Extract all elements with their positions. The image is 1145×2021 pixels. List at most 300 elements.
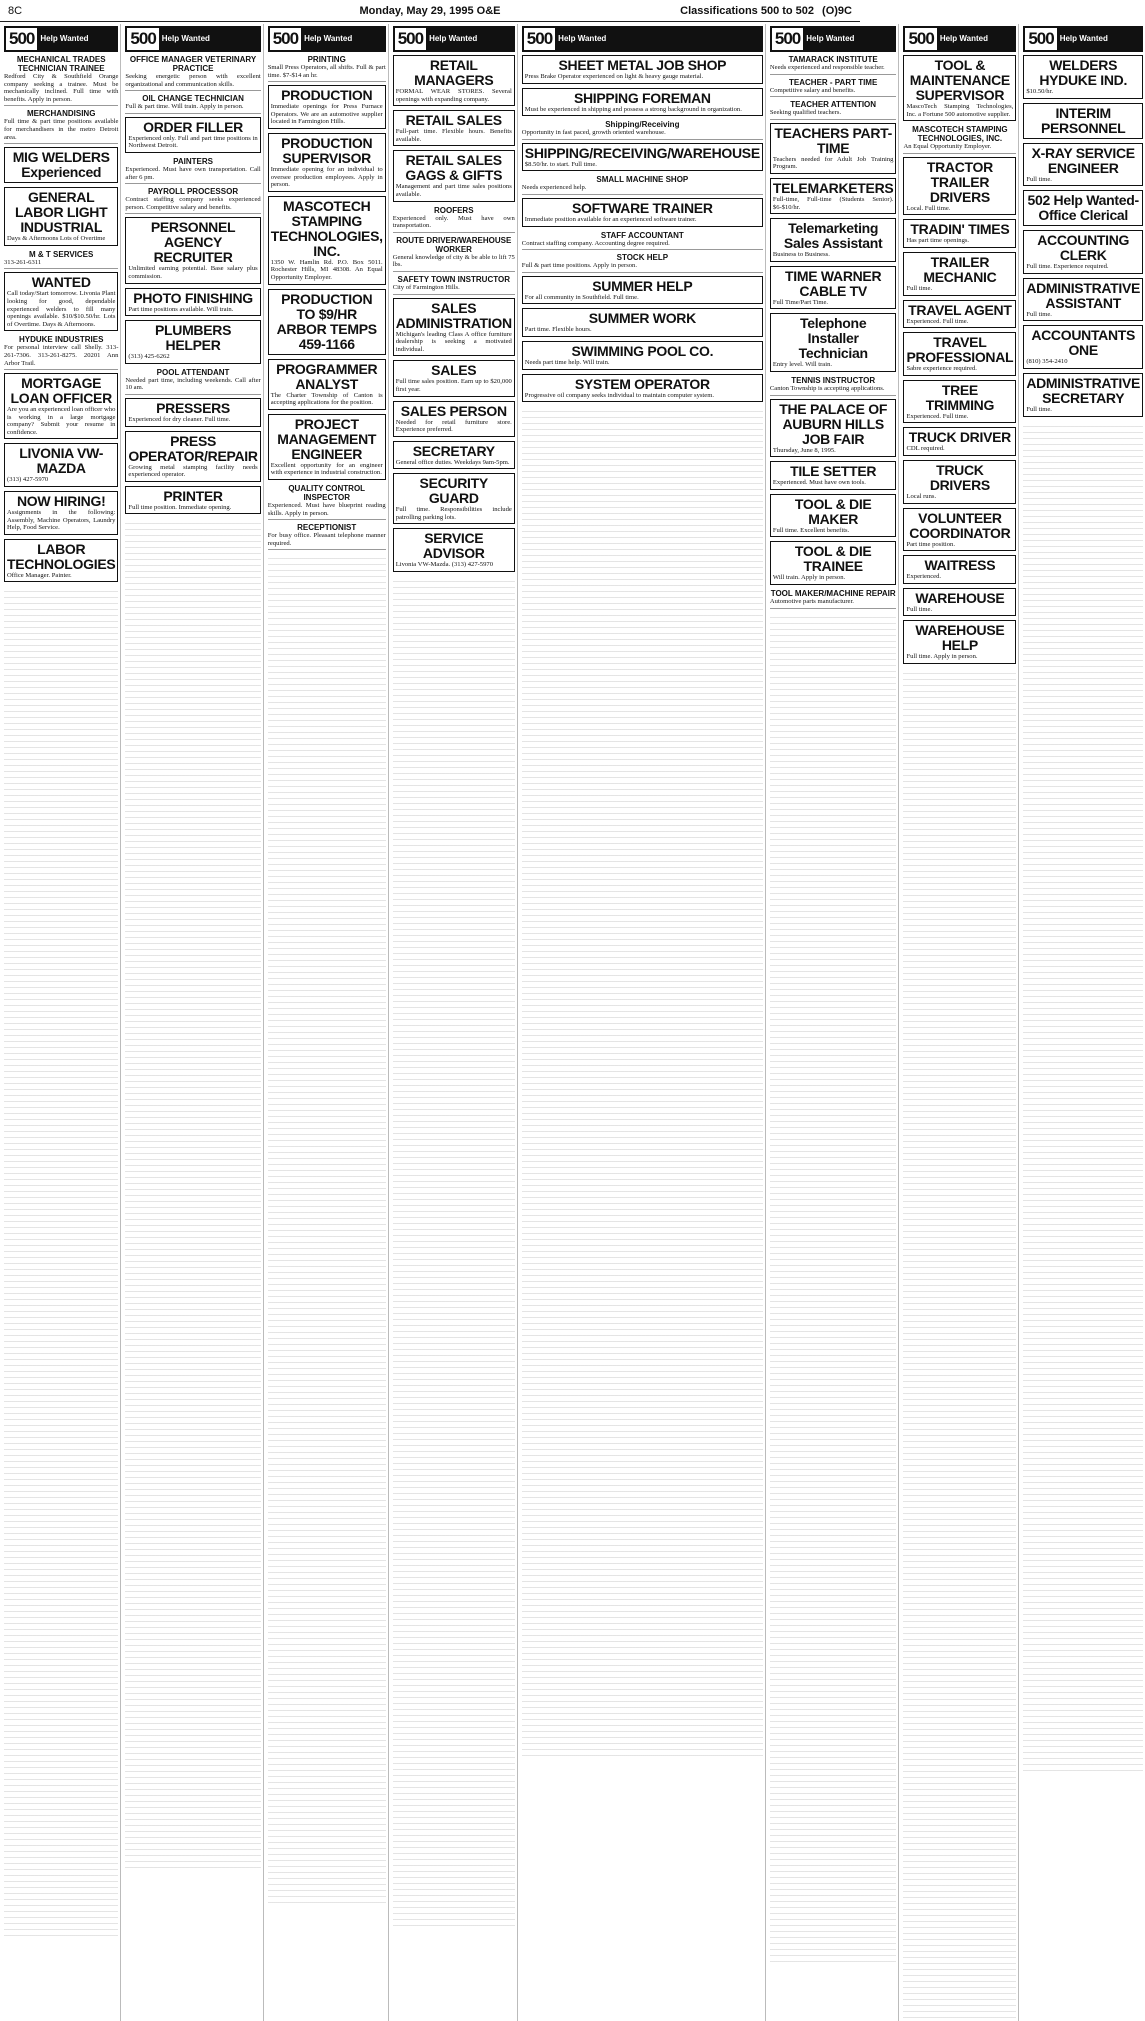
- ad-title: SALES ADMINISTRATION: [395, 299, 512, 331]
- classified-column: [123, 24, 263, 2021]
- ad-body: For personal interview call Shelly. 313-261-7306. 313-261-8275. 20201 Ann Arbor Trail.: [4, 344, 119, 367]
- classified-ad: [770, 461, 897, 490]
- ad-title: SUMMER HELP: [592, 277, 693, 294]
- ad-title: SHIPPING FOREMAN: [573, 89, 711, 106]
- ad-body: Experienced. Must have own tools.: [772, 479, 866, 487]
- classified-ad: [125, 157, 260, 184]
- ad-title: NOW HIRING!: [16, 493, 106, 510]
- classified-ad: [125, 55, 260, 91]
- ad-body: Full time.: [1026, 175, 1052, 183]
- classified-ad: [4, 147, 118, 183]
- classified-column: [768, 24, 900, 2021]
- ad-title: WAREHOUSE HELP: [915, 622, 1005, 654]
- classified-ad: [903, 555, 1016, 584]
- ad-title: SHIPPING/RECEIVING/WAREHOUSE: [524, 144, 760, 161]
- fine-print-text: [268, 553, 386, 1906]
- ad-title: TOOL MAKER/MACHINE REPAIR: [770, 588, 896, 598]
- ad-body: Local. Full time.: [906, 204, 951, 212]
- ad-title: SOFTWARE TRAINER: [572, 199, 713, 216]
- ad-body: Immediate position available for an experienced software trainer.: [524, 215, 697, 223]
- ad-title: PRODUCTION TO $9/HR ARBOR TEMPS 459-1166: [276, 290, 377, 352]
- classified-ad: [393, 360, 515, 396]
- classified-column: [520, 24, 766, 2021]
- classified-ad: [770, 541, 897, 585]
- ad-title: SALES: [431, 362, 477, 379]
- ad-title: SERVICE ADVISOR: [422, 530, 485, 562]
- classified-ad: [522, 55, 763, 84]
- ad-title: TRADIN' TIMES: [910, 221, 1010, 238]
- section-header: [268, 26, 386, 52]
- ad-title: ADMINISTRATIVE SECRETARY: [1026, 374, 1141, 406]
- ad-title: OIL CHANGE TECHNICIAN: [142, 94, 244, 104]
- classified-ad: [1023, 103, 1143, 139]
- ad-title: WAREHOUSE: [915, 589, 1005, 606]
- ad-title: TRACTOR TRAILER DRIVERS: [926, 158, 993, 205]
- fine-print-text: [522, 406, 763, 1759]
- ad-title: SMALL MACHINE SHOP: [596, 175, 689, 185]
- classified-ad: [4, 250, 118, 270]
- ad-body: Competitive salary and benefits.: [769, 86, 856, 94]
- section-header: [125, 26, 260, 52]
- ad-title: TOOL & MAINTENANCE SUPERVISOR: [909, 57, 1010, 103]
- ad-title: TOOL & DIE MAKER: [794, 495, 872, 527]
- fine-print-text: [393, 576, 515, 1929]
- ad-body: Management and part time sales positions available.: [395, 183, 512, 198]
- section-header: [393, 26, 515, 52]
- ad-title: PRINTER: [163, 487, 223, 504]
- ad-body: (810) 354-2410: [1026, 358, 1068, 366]
- classified-ad: [903, 588, 1016, 617]
- fine-print-text: [1023, 421, 1143, 1774]
- ad-title: TRUCK DRIVERS: [929, 461, 990, 493]
- ad-body: Full time. Responsibilities include patrolling parking lots.: [395, 506, 512, 521]
- ad-body: CDL required.: [906, 445, 945, 453]
- classification-label: Help Wanted: [301, 28, 384, 50]
- ad-body: Unlimited earning potential. Base salary plus commission.: [128, 265, 258, 280]
- ad-title: SWIMMING POOL CO.: [571, 342, 714, 359]
- classified-ad: [125, 117, 260, 153]
- ad-body: Will train. Apply in person.: [772, 574, 846, 582]
- ad-body: Full Time/Part Time.: [772, 298, 829, 306]
- ad-title: TAMARACK INSTITUTE: [788, 55, 878, 64]
- classified-ad: [770, 100, 897, 120]
- ad-body: Full time sales position. Earn up to $20,000 first year.: [395, 378, 512, 393]
- fine-print-text: [125, 518, 260, 1871]
- ad-title: MECHANICAL TRADES TECHNICIAN TRAINEE: [16, 55, 106, 73]
- ad-title: THE PALACE OF AUBURN HILLS JOB FAIR: [779, 400, 888, 447]
- classified-ad: [268, 289, 386, 355]
- ad-body: Full time. Excellent benefits.: [772, 526, 850, 534]
- ad-body: City of Farmington Hills.: [392, 283, 460, 291]
- ad-title: TRAILER MECHANIC: [923, 253, 997, 285]
- ad-title: TRUCK DRIVER: [908, 429, 1011, 446]
- ad-title: Telemarketing Sales Assistant: [783, 220, 883, 252]
- ad-title: PLUMBERS HELPER: [154, 322, 232, 354]
- ad-title: SHEET METAL JOB SHOP: [558, 57, 727, 73]
- classification-number: 500: [908, 29, 934, 49]
- page-number-right: (O)9C: [822, 4, 852, 17]
- section-header: [770, 26, 897, 52]
- section-header: [1023, 26, 1143, 52]
- ad-body: For busy office. Pleasant telephone manner required.: [267, 532, 386, 547]
- ad-body: Full time. Apply in person.: [906, 653, 978, 661]
- classified-ad: [903, 300, 1016, 329]
- classified-ad: [4, 443, 118, 487]
- classified-ad: [522, 308, 763, 337]
- ad-title: GENERAL LABOR LIGHT INDUSTRIAL: [15, 189, 108, 236]
- ad-title: ROOFERS: [433, 205, 474, 215]
- ad-body: Full time position. Immediate opening.: [128, 503, 232, 511]
- classified-ad: [1023, 230, 1143, 274]
- classified-ad: [125, 288, 260, 317]
- classification-number: 500: [9, 29, 35, 49]
- fine-print-text: [4, 586, 118, 1939]
- ad-body: Full & part time. Will train. Apply in person.: [125, 103, 244, 111]
- classification-number: 500: [1028, 29, 1054, 49]
- ad-title: PHOTO FINISHING: [133, 289, 253, 306]
- classified-ad: [903, 219, 1016, 248]
- classification-label: Help Wanted: [1057, 28, 1141, 50]
- classified-ad: [393, 150, 515, 201]
- classified-ad: [393, 298, 515, 357]
- classified-ad: [1023, 55, 1143, 99]
- ad-title: TEACHER - PART TIME: [789, 77, 878, 87]
- classified-ad: [522, 198, 763, 227]
- ad-title: Telephone Installer Technician: [798, 315, 868, 362]
- ad-body: Experienced only. Must have own transportation.: [392, 214, 515, 230]
- ad-title: SECURITY GUARD: [419, 475, 488, 507]
- ad-body: Canton Township is accepting applications.: [769, 384, 885, 392]
- ad-body: MascoTech Stamping Technologies, Inc. a Fortune 500 automotive supplier.: [906, 103, 1014, 118]
- ad-title: ADMINISTRATIVE ASSISTANT: [1026, 279, 1141, 311]
- ad-body: Full time.: [1026, 405, 1052, 413]
- classified-ad: [125, 398, 260, 427]
- ad-title: WELDERS HYDUKE IND.: [1039, 57, 1128, 88]
- section-header: [4, 26, 118, 52]
- classified-ad: [770, 55, 897, 75]
- classified-ad: [125, 486, 260, 515]
- classified-ad: [1023, 278, 1143, 322]
- classified-columns: [2, 24, 1141, 1377]
- ad-title: PRODUCTION SUPERVISOR: [281, 134, 373, 166]
- section-title: Classifications 500 to 502: [680, 4, 815, 17]
- ad-title: WAITRESS: [924, 557, 996, 574]
- ad-title: SECRETARY: [412, 442, 495, 459]
- classified-ad: [522, 253, 763, 273]
- classified-ad: [522, 374, 763, 403]
- classification-number: 500: [130, 29, 156, 49]
- ad-body: (313) 427-5970: [7, 476, 49, 484]
- ad-title: MERCHANDISING: [26, 109, 96, 119]
- classified-ad: [268, 133, 386, 192]
- classified-ad: [4, 272, 118, 331]
- ad-title: RETAIL MANAGERS: [414, 57, 494, 88]
- ad-title: X-RAY SERVICE ENGINEER: [1031, 144, 1135, 176]
- ad-body: Experienced. Full time.: [906, 317, 969, 325]
- ad-body: Seeking energetic person with excellent organizational and communication skills.: [125, 73, 261, 88]
- classified-ad: [903, 157, 1016, 216]
- ad-body: Press Brake Operator experienced on light & heavy gauge material.: [524, 73, 704, 80]
- classified-ad: [393, 206, 515, 233]
- classified-ad: [268, 414, 386, 480]
- classification-number: 500: [397, 29, 424, 49]
- ad-title: OFFICE MANAGER VETERINARY PRACTICE: [129, 55, 257, 73]
- ad-body: Experienced. Must have own transportation. Call after 6 pm.: [125, 165, 261, 181]
- ad-body: Opportunity in fast paced, growth oriented warehouse.: [521, 129, 666, 137]
- classification-number: 500: [526, 29, 553, 49]
- classified-ad: [4, 335, 118, 370]
- ad-body: General office duties. Weekdays 9am-5pm.: [395, 458, 510, 466]
- ad-body: Experienced.: [906, 573, 942, 581]
- ad-title: TRAVEL AGENT: [908, 301, 1012, 318]
- ad-title: TENNIS INSTRUCTOR: [791, 375, 876, 385]
- classified-ad: [393, 110, 515, 146]
- masthead: [0, 0, 860, 22]
- ad-body: General knowledge of city & be able to lift 75 lbs.: [392, 253, 515, 269]
- classified-ad: [1023, 143, 1143, 187]
- classified-ad: [903, 380, 1016, 424]
- ad-body: Thursday, June 8, 1995.: [772, 446, 836, 454]
- ad-body: Immediate openings for Press Furnace Operators. We are an automotive supplier located in Farmington Hills.: [270, 103, 383, 126]
- classified-ad: [770, 178, 897, 214]
- classified-ad: [770, 494, 897, 538]
- ad-title: HYDUKE INDUSTRIES: [18, 335, 104, 345]
- ad-body: Part time. Flexible hours.: [524, 326, 592, 334]
- ad-title: SYSTEM OPERATOR: [574, 375, 710, 392]
- ad-body: Seeking qualified teachers.: [769, 109, 842, 117]
- ad-title: PRINTING: [307, 55, 346, 64]
- classified-ad: [770, 399, 897, 458]
- ad-title: TIME WARNER CABLE TV: [785, 267, 882, 299]
- ad-body: Experienced only. Full and part time positions in Northwest Detroit.: [128, 134, 258, 150]
- ad-title: ROUTE DRIVER/WAREHOUSE WORKER: [396, 235, 512, 254]
- classified-ad: [770, 376, 897, 396]
- ad-body: Call today/Start tomorrow. Livonia Plant looking for good, dependable experienced welders to fill many openings available. $10/$10.50/hr. Lots of Overtime. Days & Afternoons.: [7, 290, 116, 328]
- ad-body: Sabre experience required.: [906, 365, 977, 373]
- ad-title: PROJECT MANAGEMENT ENGINEER: [277, 415, 377, 462]
- ad-title: TOOL & DIE TRAINEE: [794, 543, 872, 575]
- classification-label: Help Wanted: [37, 28, 116, 50]
- ad-title: TEACHERS PART-TIME: [774, 124, 892, 156]
- ad-body: Entry level. Will train.: [772, 361, 833, 369]
- classified-ad: [903, 460, 1016, 504]
- ad-title: MIG WELDERS Experienced: [12, 149, 110, 181]
- ad-title: VOLUNTEER COORDINATOR: [909, 509, 1011, 541]
- ad-body: Local runs.: [906, 492, 937, 500]
- ad-title: ORDER FILLER: [143, 118, 243, 135]
- classification-label: Help Wanted: [937, 28, 1014, 50]
- ad-title: RETAIL SALES GAGS & GIFTS: [405, 152, 503, 184]
- ad-title: MASCOTECH STAMPING TECHNOLOGIES, INC.: [912, 125, 1008, 144]
- ad-title: ACCOUNTING CLERK: [1037, 232, 1130, 264]
- classification-number: 500: [272, 29, 299, 49]
- ad-title: MASCOTECH STAMPING TECHNOLOGIES, INC.: [270, 197, 383, 259]
- classified-ad: [903, 55, 1016, 121]
- classified-ad: [770, 589, 897, 609]
- ad-body: 313-261-6311: [4, 258, 42, 266]
- ad-body: Immediate opening for an individual to oversee production employees. Apply in person.: [270, 165, 383, 189]
- classified-ad: [393, 236, 515, 272]
- ad-body: Michigan's leading Class A office furniture dealership is seeking a motivated individual.: [395, 330, 512, 353]
- ad-title: INTERIM PERSONNEL: [1040, 104, 1126, 136]
- classification-label: Help Wanted: [159, 28, 259, 50]
- ad-title: TRAVEL PROFESSIONAL: [906, 334, 1014, 366]
- classified-ad: [4, 109, 118, 144]
- ad-body: Full time.: [1026, 310, 1052, 318]
- date-text: Monday, May 29, 1995: [359, 4, 474, 17]
- ad-body: Full & part time positions. Apply in person.: [521, 262, 638, 270]
- classification-number: 500: [774, 29, 801, 49]
- ad-body: Assignments in the following: Assembly, Machine Operators, Laundry Help, Food Service.: [7, 509, 116, 532]
- ad-title: SAFETY TOWN INSTRUCTOR: [397, 274, 510, 284]
- ad-body: Are you an experienced loan officer who is working in a large mortgage company? Submit your resume in confidence.: [7, 406, 116, 436]
- ad-body: Must be experienced in shipping and possess a strong background in organization.: [524, 105, 742, 113]
- section-header: [903, 26, 1016, 52]
- classification-label: Help Wanted: [555, 28, 761, 50]
- classified-ad: [903, 125, 1016, 154]
- date-line: [359, 5, 500, 17]
- classified-ad: [1023, 325, 1143, 369]
- classified-ad: [125, 187, 260, 214]
- classified-ad: [903, 427, 1016, 456]
- ad-body: Needs experienced and responsible teacher.: [769, 64, 885, 71]
- ad-title: STAFF ACCOUNTANT: [600, 230, 684, 240]
- classified-ad: [522, 276, 763, 305]
- classified-ad: [1023, 373, 1143, 417]
- ad-title: SUMMER WORK: [588, 310, 696, 327]
- classified-ad: [268, 55, 386, 82]
- ad-body: Excellent opportunity for an engineer with experience in industrial construction.: [270, 461, 383, 477]
- ad-body: Redford City & Southfield Orange company seeking a trainee. Must be mechanically inclined. Full time with benefits. Apply in person.: [4, 73, 119, 103]
- fine-print-text: [770, 612, 897, 1965]
- classified-ad: [903, 332, 1016, 376]
- classified-ad: [268, 484, 386, 520]
- ad-body: 1350 W. Hamlin Rd. P.O. Box 5011. Rochester Hills, MI 48308. An Equal Opportunity Employer.: [270, 258, 383, 281]
- classified-ad: [770, 78, 897, 98]
- ad-title: LIVONIA VW-MAZDA: [19, 445, 104, 477]
- ad-body: Livonia VW-Mazda. (313) 427-5970: [395, 561, 493, 569]
- classified-column: [391, 24, 518, 2021]
- ad-title: MORTGAGE LOAN OFFICER: [10, 375, 112, 407]
- ad-title: RETAIL SALES: [405, 112, 502, 129]
- classified-ad: [903, 508, 1016, 552]
- classified-ad: [393, 441, 515, 470]
- ad-body: Small Press Operators, all shifts. Full & part time. $7-$14 an hr.: [267, 64, 386, 79]
- classified-ad: [1023, 190, 1143, 226]
- ad-title: PRODUCTION: [281, 87, 373, 104]
- classified-ad: [522, 341, 763, 370]
- classified-ad: [770, 218, 897, 262]
- ad-title: PERSONNEL AGENCY RECRUITER: [150, 219, 236, 266]
- ad-body: $8.50/hr. to start. Full time.: [524, 160, 597, 168]
- classified-ad: [770, 313, 897, 372]
- ad-title: SALES PERSON: [400, 402, 507, 419]
- ad-body: Days & Afternoons Lots of Overtime: [7, 235, 106, 243]
- classified-ad: [268, 523, 386, 550]
- classified-column: [1021, 24, 1145, 2021]
- ad-body: Full-time, Full-time (Students Senior). $6-$10/hr.: [772, 195, 894, 211]
- classified-ad: [903, 252, 1016, 296]
- ad-title: 502 Help Wanted-Office Clerical: [1027, 192, 1139, 224]
- classified-ad: [4, 491, 118, 535]
- ad-body: Experienced for dry cleaner. Full time.: [128, 415, 231, 423]
- ad-body: Growing metal stamping facility needs experienced operator.: [128, 463, 258, 479]
- ad-body: An Equal Opportunity Employer.: [903, 143, 992, 151]
- ad-body: FORMAL WEAR STORES. Several openings with expanding company.: [395, 88, 512, 103]
- ad-body: Needed for retail furniture store. Experience preferred.: [395, 418, 512, 434]
- ad-body: Teachers needed for Adult Job Training Program.: [772, 155, 894, 171]
- classified-ad: [393, 401, 515, 437]
- section-header: [522, 26, 763, 52]
- ad-body: The Charter Township of Canton is accepting applications for the position.: [270, 391, 383, 407]
- ad-title: PAINTERS: [173, 156, 213, 166]
- ad-title: M & T SERVICES: [29, 249, 94, 259]
- classified-ad: [4, 55, 118, 106]
- ad-title: TEACHER ATTENTION: [790, 100, 877, 110]
- ad-body: Part time position.: [906, 540, 955, 548]
- classified-ad: [125, 320, 260, 364]
- section-info: [680, 5, 852, 17]
- ad-body: Has part time openings.: [906, 237, 970, 245]
- classified-ad: [4, 187, 118, 246]
- ad-title: POOL ATTENDANT: [156, 367, 230, 377]
- ad-body: Office Manager. Painter.: [7, 571, 72, 579]
- ad-title: PAYROLL PROCESSOR: [148, 187, 239, 197]
- classified-ad: [522, 120, 763, 140]
- ad-body: Automotive parts manufacturer.: [769, 597, 854, 605]
- classified-ad: [268, 85, 386, 129]
- ad-body: Needs part time help. Will train.: [524, 358, 610, 366]
- ad-body: Full time.: [906, 605, 933, 613]
- classified-ad: [4, 373, 118, 439]
- classified-ad: [522, 175, 763, 195]
- classified-ad: [522, 88, 763, 117]
- classified-ad: [125, 94, 260, 114]
- ad-body: Experienced. Full time.: [906, 412, 969, 420]
- classification-label: Help Wanted: [803, 28, 894, 50]
- classified-ad: [125, 431, 260, 482]
- ad-title: RECEPTIONIST: [297, 523, 357, 533]
- ad-title: Shipping/Receiving: [605, 120, 680, 130]
- classified-column: [2, 24, 121, 2021]
- classified-ad: [903, 620, 1016, 664]
- classified-ad: [522, 231, 763, 251]
- ad-body: Part time positions available. Will train.: [128, 305, 234, 313]
- ad-title: PRESSERS: [156, 399, 230, 416]
- ad-body: Business to Business.: [772, 251, 830, 259]
- ad-body: Needs experienced help.: [521, 184, 587, 192]
- classified-ad: [393, 528, 515, 572]
- ad-title: WANTED: [31, 274, 91, 291]
- ad-body: Progressive oil company seeks individual to maintain computer system.: [524, 391, 714, 399]
- ad-title: TELEMARKETERS: [772, 179, 894, 196]
- ad-title: TILE SETTER: [790, 463, 877, 480]
- ad-body: Experienced. Must have blueprint reading skills. Apply in person.: [267, 501, 386, 517]
- ad-body: For all community in Southfield. Full time.: [524, 293, 639, 301]
- classified-ad: [4, 539, 118, 583]
- page-number-left: 8C: [8, 4, 23, 17]
- ad-title: TREE TRIMMING: [925, 381, 995, 413]
- classified-column: [266, 24, 389, 2021]
- publication-name: O&E: [476, 4, 501, 17]
- classification-label: Help Wanted: [426, 28, 513, 50]
- classified-ad: [770, 123, 897, 174]
- classified-ad: [125, 217, 260, 283]
- classified-ad: [522, 143, 763, 172]
- ad-title: ACCOUNTANTS ONE: [1031, 327, 1136, 359]
- classified-ad: [268, 359, 386, 410]
- ad-body: Needed part time, including weekends. Call after 10 am.: [125, 376, 261, 392]
